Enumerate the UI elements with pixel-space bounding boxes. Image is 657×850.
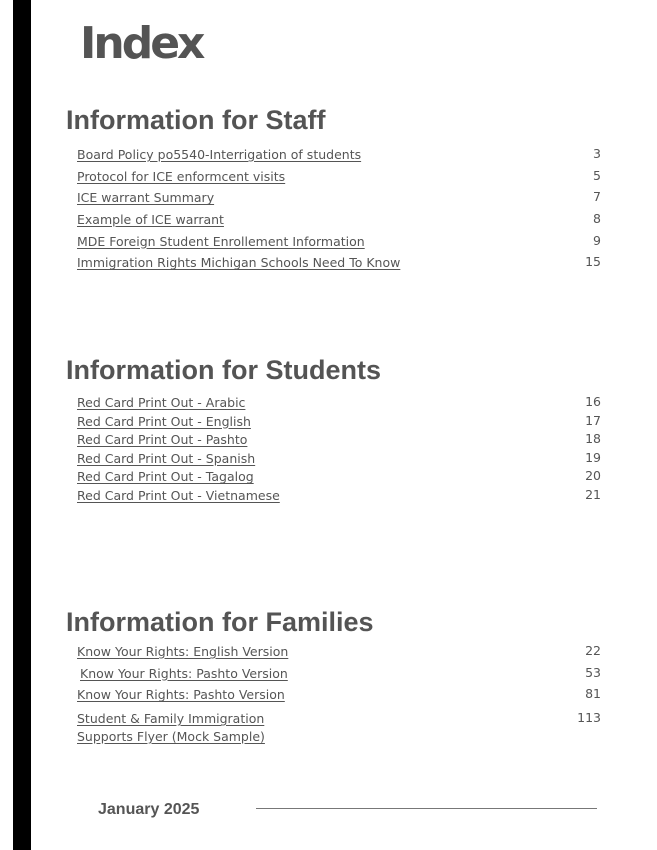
index-entry-link[interactable]: Red Card Print Out - Vietnamese: [77, 487, 280, 503]
section-heading: Information for Students: [66, 355, 381, 385]
index-entry: [77, 189, 601, 211]
page-number: 5: [593, 167, 601, 183]
page-number: 22: [585, 643, 601, 658]
index-entry: [77, 468, 601, 487]
index-entry: [77, 665, 601, 687]
page-number: 21: [585, 486, 601, 502]
index-entry: [77, 413, 601, 432]
index-entry: [77, 487, 601, 506]
index-entry: [77, 168, 601, 190]
section-families: [66, 606, 606, 750]
page-number: 9: [593, 232, 601, 248]
page-title: Index: [80, 18, 203, 69]
index-entry: [77, 710, 601, 750]
section-students: [66, 354, 606, 506]
index-entry: [77, 431, 601, 450]
section-heading: Information for Families: [66, 607, 374, 637]
index-entry-link[interactable]: Know Your Rights: Pashto Version: [80, 665, 288, 681]
left-margin-bar: [13, 0, 31, 850]
index-list: [66, 394, 606, 506]
index-entry-link[interactable]: Red Card Print Out - Tagalog: [77, 469, 254, 485]
section-heading: Information for Staff: [66, 105, 326, 135]
index-entry: [77, 254, 601, 276]
index-entry-link[interactable]: Protocol for ICE enformcent visits: [77, 168, 286, 184]
page-number: 3: [593, 146, 601, 161]
index-entry-link[interactable]: Red Card Print Out - Spanish: [77, 450, 256, 466]
index-entry-link[interactable]: Know Your Rights: Pashto Version: [77, 687, 285, 703]
section-staff: [66, 104, 606, 276]
index-list: [66, 146, 606, 276]
index-entry-link[interactable]: Red Card Print Out - Arabic: [77, 395, 246, 410]
index-entry-link[interactable]: Student & Family Immigration Supports Flyer (Mock Sample): [77, 711, 265, 745]
index-entry-link[interactable]: Red Card Print Out - Pashto: [77, 432, 248, 448]
page-number: 8: [593, 211, 601, 227]
index-list: [66, 643, 606, 750]
index-entry: [77, 146, 601, 168]
page-number: 17: [585, 412, 601, 428]
index-entry-link[interactable]: Example of ICE warrant: [77, 212, 224, 228]
index-entry: [77, 643, 601, 665]
page-number: 53: [585, 664, 601, 680]
page-number: 19: [585, 449, 601, 465]
page-number: 18: [585, 431, 601, 447]
index-entry: [77, 211, 601, 233]
page-number: 113: [577, 710, 601, 726]
index-entry-link[interactable]: Red Card Print Out - English: [77, 413, 251, 429]
footer-date: January 2025: [98, 801, 200, 818]
index-entry-link[interactable]: MDE Foreign Student Enrollement Information: [77, 233, 365, 249]
page-number: 16: [585, 394, 601, 409]
index-entry-link[interactable]: Immigration Rights Michigan Schools Need To Know: [77, 255, 401, 271]
page-number: 20: [585, 468, 601, 484]
index-entry: [77, 686, 601, 708]
index-entry: [77, 450, 601, 469]
index-entry: [77, 233, 601, 255]
footer-divider: [256, 808, 597, 809]
page-number: 15: [585, 254, 601, 270]
index-entry-link[interactable]: Board Policy po5540-Interrigation of students: [77, 147, 362, 162]
page-number: 81: [585, 686, 601, 702]
index-entry: [77, 394, 601, 413]
index-entry-link[interactable]: Know Your Rights: English Version: [77, 644, 289, 659]
index-entry-link[interactable]: ICE warrant Summary: [77, 190, 215, 206]
page-number: 7: [593, 189, 601, 205]
